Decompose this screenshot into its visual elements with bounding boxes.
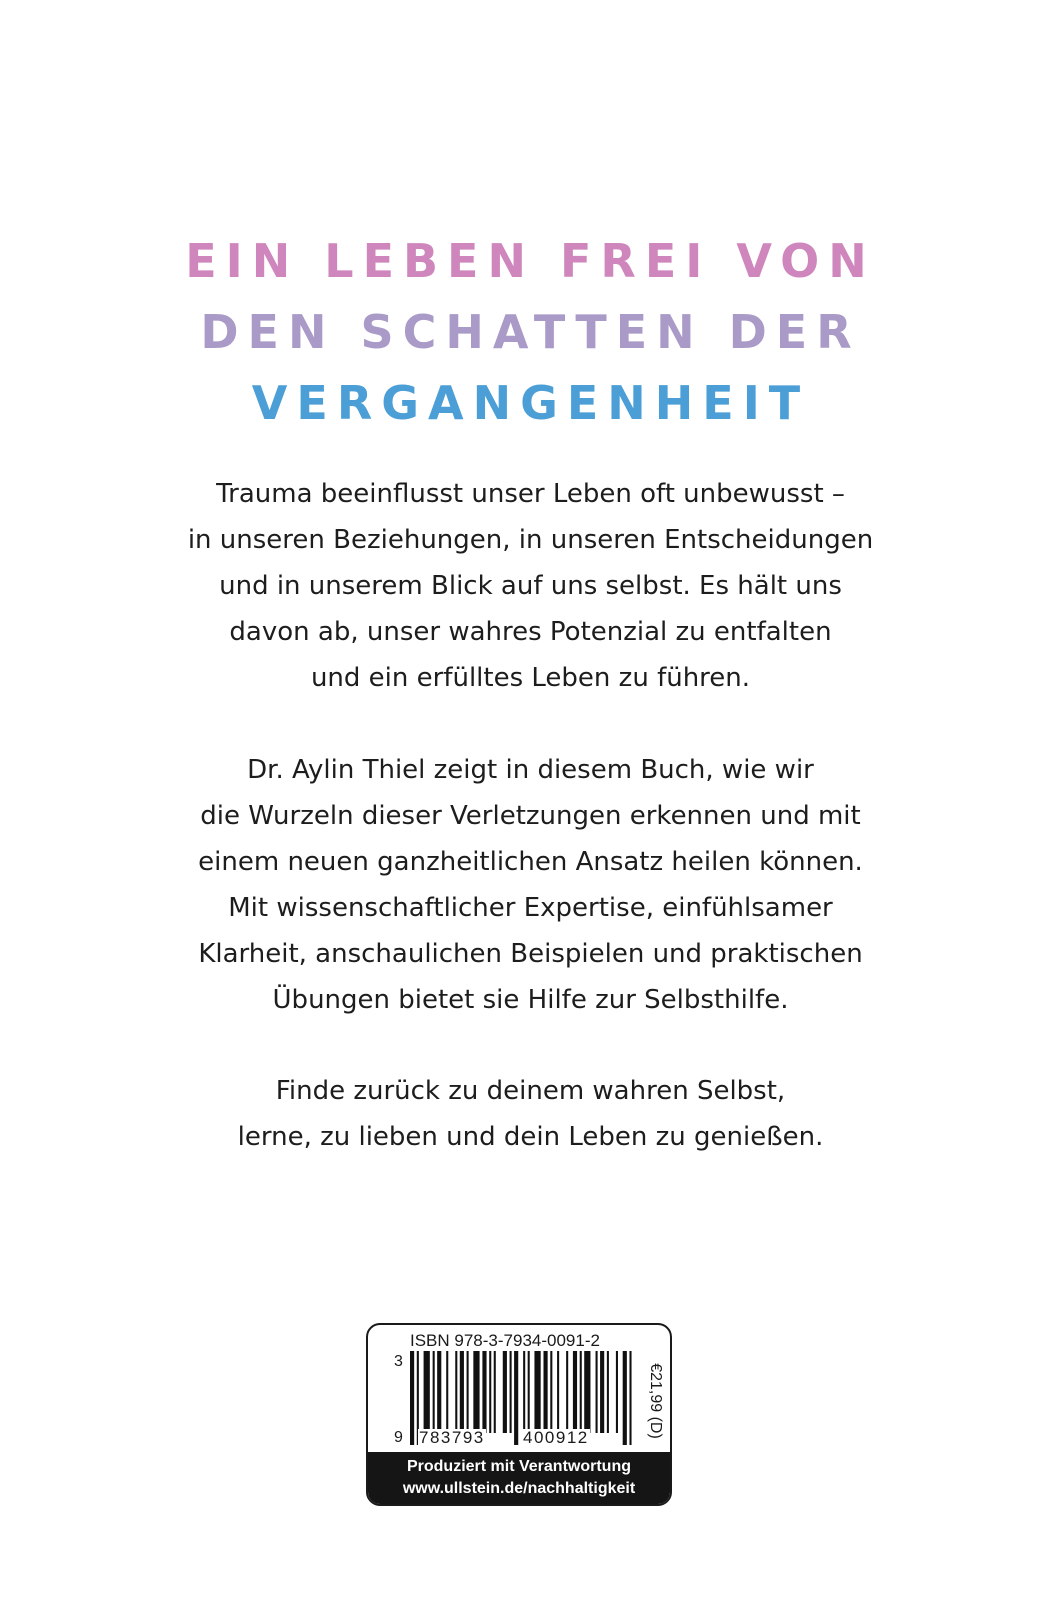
barcode-bar xyxy=(433,1351,435,1433)
barcode-bar xyxy=(557,1351,559,1433)
blurb-line: in unseren Beziehungen, in unseren Entscheidungen xyxy=(187,525,874,555)
barcode-bar xyxy=(514,1351,518,1445)
price-text: €21,99 (D) xyxy=(647,1362,664,1439)
barcode-bar xyxy=(424,1351,430,1433)
blurb-line: Mit wissenschaftlicher Expertise, einfühlsamer xyxy=(228,893,833,923)
blurb-line: und in unserem Blick auf uns selbst. Es hält uns xyxy=(219,571,842,601)
barcode-bar xyxy=(573,1351,577,1433)
barcode-bar xyxy=(494,1351,496,1433)
sustainability-band xyxy=(368,1452,670,1504)
barcode-bar xyxy=(410,1351,414,1445)
headline-line-3: VERGANGENHEIT xyxy=(251,376,810,430)
blurb-paragraph-2 xyxy=(0,747,1061,1023)
barcode-bar xyxy=(543,1351,547,1433)
price-label xyxy=(645,1353,665,1448)
barcode-bar xyxy=(629,1351,631,1445)
barcode-bar xyxy=(467,1351,469,1433)
barcode-bar xyxy=(550,1351,552,1433)
headline-line-1: EIN LEBEN FREI VON xyxy=(185,234,876,288)
barcode-bar xyxy=(607,1351,609,1433)
barcode-digit-top-left: 3 xyxy=(394,1353,403,1370)
barcode-bar xyxy=(600,1351,604,1433)
barcode-bar xyxy=(623,1351,627,1445)
blurb-line: Finde zurück zu deinem wahren Selbst, xyxy=(275,1076,786,1106)
barcode-bar xyxy=(596,1351,598,1433)
isbn-label: ISBN 978-3-7934-0091-2 xyxy=(410,1331,600,1350)
barcode-bar xyxy=(473,1351,479,1433)
blurb-line: Trauma beeinflusst unser Leben oft unbewusst – xyxy=(216,479,845,509)
barcode-bar xyxy=(510,1351,512,1433)
barcode-bar xyxy=(528,1351,530,1433)
sustainability-url: www.ullstein.de/nachhaltigkeit xyxy=(402,1480,636,1497)
headline-line-2: DEN SCHATTEN DER xyxy=(200,305,861,359)
barcode-digits-group-1: 783793 xyxy=(419,1428,485,1447)
blurb-line: Klarheit, anschaulichen Beispielen und praktischen xyxy=(198,939,863,969)
headline xyxy=(0,226,1061,439)
barcode-bar xyxy=(503,1351,507,1433)
barcode-digit-bottom-left: 9 xyxy=(394,1429,403,1446)
barcode-bar xyxy=(584,1351,590,1433)
blurb-paragraph-3 xyxy=(0,1068,1061,1160)
barcode-digits-group-2: 400912 xyxy=(523,1428,589,1447)
barcode-bar xyxy=(437,1351,441,1433)
barcode-bar xyxy=(482,1351,486,1433)
barcode-bar xyxy=(566,1351,568,1433)
blurb-line: einem neuen ganzheitlichen Ansatz heilen können. xyxy=(198,847,863,877)
blurb-line: die Wurzeln dieser Verletzungen erkennen und mit xyxy=(200,801,861,831)
blurb-line: Übungen bietet sie Hilfe zur Selbsthilfe. xyxy=(272,985,789,1015)
blurb-line: lerne, zu lieben und dein Leben zu genießen. xyxy=(237,1122,824,1152)
blurb-line: und ein erfülltes Leben zu führen. xyxy=(310,663,751,693)
blurb-line: davon ab, unser wahres Potenzial zu entfalten xyxy=(229,617,832,647)
sustainability-line-1: Produziert mit Verantwortung xyxy=(406,1458,631,1475)
barcode-bar xyxy=(534,1351,540,1433)
blurb-line: Dr. Aylin Thiel zeigt in diesem Buch, wie wir xyxy=(247,755,814,785)
barcode-bar xyxy=(460,1351,464,1433)
barcode-bar xyxy=(616,1351,618,1433)
barcode-bar xyxy=(455,1351,457,1433)
blurb-paragraph-1 xyxy=(0,471,1061,701)
barcode-bar xyxy=(580,1351,582,1433)
barcode-bar xyxy=(489,1351,491,1433)
barcode-box xyxy=(366,1323,672,1506)
barcode-bar xyxy=(446,1351,448,1433)
